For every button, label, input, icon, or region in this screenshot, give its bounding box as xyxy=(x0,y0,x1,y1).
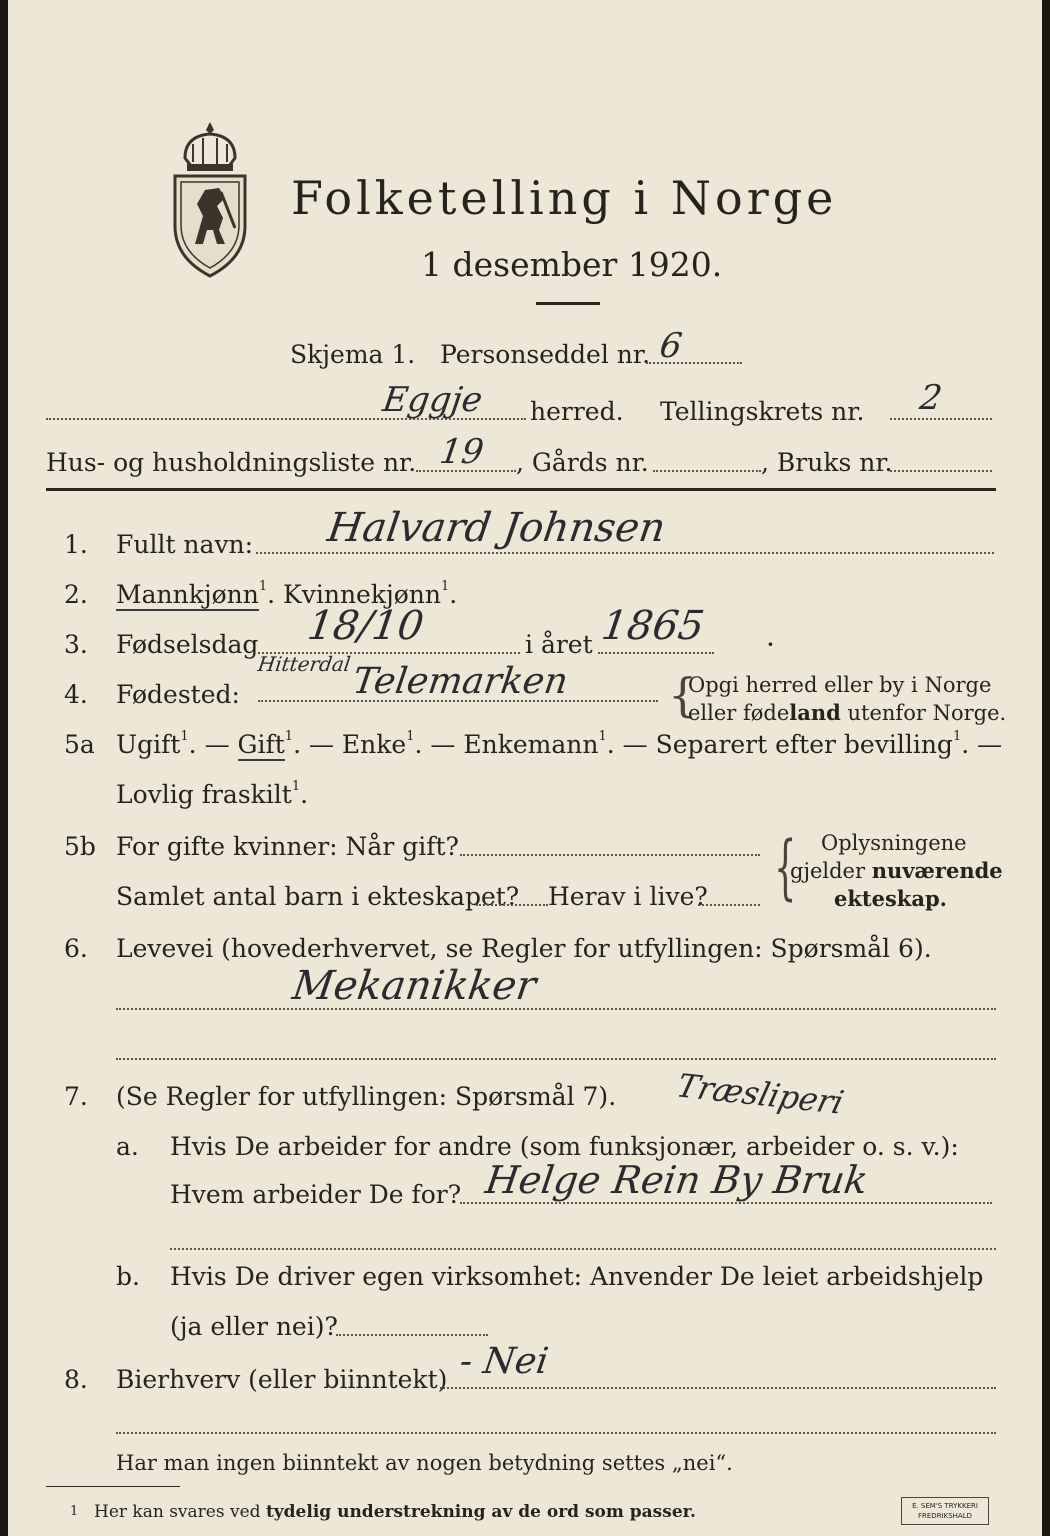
q4-note-2: eller fødeland utenfor Norge. xyxy=(688,700,1007,725)
option-enkemann[interactable]: Enkemann xyxy=(463,730,599,759)
form-title: Folketelling i Norge xyxy=(291,171,838,225)
q5a-options: Ugift$^1$. — Gift$^1$. — Enke$^1$. — Enkemann$^1$. — Separert efter bevilling$^1$. — xyxy=(116,729,1003,759)
option-ugift[interactable]: Ugift xyxy=(116,730,181,759)
q8-extra-line xyxy=(116,1432,996,1434)
footnote-text: Her kan svares ved tydelig understrekning av de ord som passer. xyxy=(94,1502,696,1522)
personseddel-label: Personseddel nr. xyxy=(440,340,651,369)
q2-options: Mannkjønn$^1$. Kvinnekjønn$^1$. xyxy=(116,579,458,609)
q7a-answer-line xyxy=(460,1202,992,1204)
q6-value: Mekanikker xyxy=(289,963,539,1009)
footnote-divider xyxy=(46,1486,180,1487)
q8-value: - Nei xyxy=(457,1341,551,1382)
q4-brace: { xyxy=(668,668,698,722)
q5b-brace: { xyxy=(774,826,797,908)
q7a-value: Helge Rein By Bruk xyxy=(482,1158,871,1202)
section-divider xyxy=(46,488,996,491)
option-fraskilt[interactable]: Lovlig fraskilt xyxy=(116,780,292,809)
q7a-marker: a. xyxy=(116,1132,139,1161)
title-divider xyxy=(536,302,600,305)
option-separert[interactable]: Separert efter bevilling xyxy=(655,730,953,759)
q7-number: 7. xyxy=(64,1082,88,1111)
tellingskrets-line xyxy=(890,418,992,420)
tellingskrets-value: 2 xyxy=(917,378,945,418)
q3-year-value: 1865 xyxy=(598,603,708,649)
q5b-line-2 xyxy=(476,904,548,906)
q7a-extra-line xyxy=(170,1248,996,1250)
q3-trail: · xyxy=(766,628,775,661)
q7b-line-2: (ja eller nei)? xyxy=(170,1312,338,1341)
bruks-line xyxy=(890,470,992,472)
q6-line-2 xyxy=(116,1058,996,1060)
q4-number: 4. xyxy=(64,680,88,709)
q1-number: 1. xyxy=(64,530,88,559)
herred-label: herred. xyxy=(530,397,624,426)
q7b-answer-line xyxy=(336,1334,488,1336)
census-date: 1 desember 1920. xyxy=(421,245,723,284)
q5b-line-3 xyxy=(698,904,760,906)
printer-stamp xyxy=(901,1497,989,1525)
herred-value: Eggje xyxy=(380,380,485,420)
q5b-note-2: gjelder nuværende xyxy=(790,858,1003,883)
census-form-page xyxy=(8,0,1042,1536)
q5b-number: 5b xyxy=(64,832,96,861)
q6-line-1 xyxy=(116,1008,996,1010)
q6-number: 6. xyxy=(64,934,88,963)
q3-year-label: i året xyxy=(525,630,593,659)
footer-note: Har man ingen biinntekt av nogen betydning settes „nei“. xyxy=(116,1451,733,1475)
q5a-number: 5a xyxy=(64,730,95,759)
husliste-value: 19 xyxy=(437,432,487,472)
gards-line xyxy=(653,470,761,472)
q4-label: Fødested: xyxy=(116,680,240,709)
schema-label: Skjema 1. xyxy=(290,340,416,369)
q7a-line-1: Hvis De arbeider for andre (som funksjonær, arbeider o. s. v.): xyxy=(170,1132,959,1161)
q3-label: Fødselsdag xyxy=(116,630,259,659)
q8-label: Bierhverv (eller biinntekt) xyxy=(116,1365,448,1394)
q7-label: (Se Regler for utfyllingen: Spørsmål 7). xyxy=(116,1082,617,1111)
q3-year-line xyxy=(598,652,714,654)
q5b-label-2: Samlet antal barn i ekteskapet? xyxy=(116,882,520,911)
q5b-label-1: For gifte kvinner: Når gift? xyxy=(116,832,459,861)
gards-label: , Gårds nr. xyxy=(516,448,649,477)
q2-number: 2. xyxy=(64,580,88,609)
q8-line xyxy=(440,1387,996,1389)
personseddel-value: 6 xyxy=(657,326,685,366)
q3-day-value: 18/10 xyxy=(304,603,427,649)
tellingskrets-label: Tellingskrets nr. xyxy=(660,397,865,426)
husliste-label: Hus- og husholdningsliste nr. xyxy=(46,448,417,477)
footnote-mark: 1 xyxy=(70,1504,79,1519)
q4-value: Telemarken xyxy=(350,661,571,702)
q5b-line-1 xyxy=(460,854,760,856)
q4-value-small: Hitterdal xyxy=(256,652,353,676)
option-kvinnekjonn[interactable]: Kvinnekjønn xyxy=(283,580,441,609)
q1-value: Halvard Johnsen xyxy=(324,505,669,551)
q7a-line-2: Hvem arbeider De for? xyxy=(170,1180,462,1209)
q8-number: 8. xyxy=(64,1365,88,1394)
bruks-label: , Bruks nr. xyxy=(761,448,893,477)
printer-stamp-line-1: E. SEM'S TRYKKERI xyxy=(912,1502,978,1510)
option-enke[interactable]: Enke xyxy=(341,730,407,759)
q5b-label-3: Herav i live? xyxy=(548,882,708,911)
q1-line xyxy=(256,552,994,554)
q7b-line-1: Hvis De driver egen virksomhet: Anvender De leiet arbeidshjelp xyxy=(170,1262,984,1291)
q7-extra-value: Træsliperi xyxy=(673,1066,848,1122)
q3-number: 3. xyxy=(64,630,88,659)
printer-stamp-line-2: FREDRIKSHALD xyxy=(917,1512,972,1520)
option-gift[interactable]: Gift xyxy=(237,730,285,759)
q1-label: Fullt navn: xyxy=(116,530,254,559)
q6-label: Levevei (hovederhvervet, se Regler for utfyllingen: Spørsmål 6). xyxy=(116,934,932,963)
q5a-fraskilt: Lovlig fraskilt$^1$. xyxy=(116,779,309,809)
option-mannkjonn[interactable]: Mannkjønn xyxy=(116,580,259,609)
q4-note-1: Opgi herred eller by i Norge xyxy=(688,673,992,697)
coat-of-arms-icon xyxy=(163,118,258,283)
q7b-marker: b. xyxy=(116,1262,140,1291)
q5b-note-3: ekteskap. xyxy=(834,886,947,911)
q5b-note-1: Oplysningene xyxy=(821,831,967,855)
